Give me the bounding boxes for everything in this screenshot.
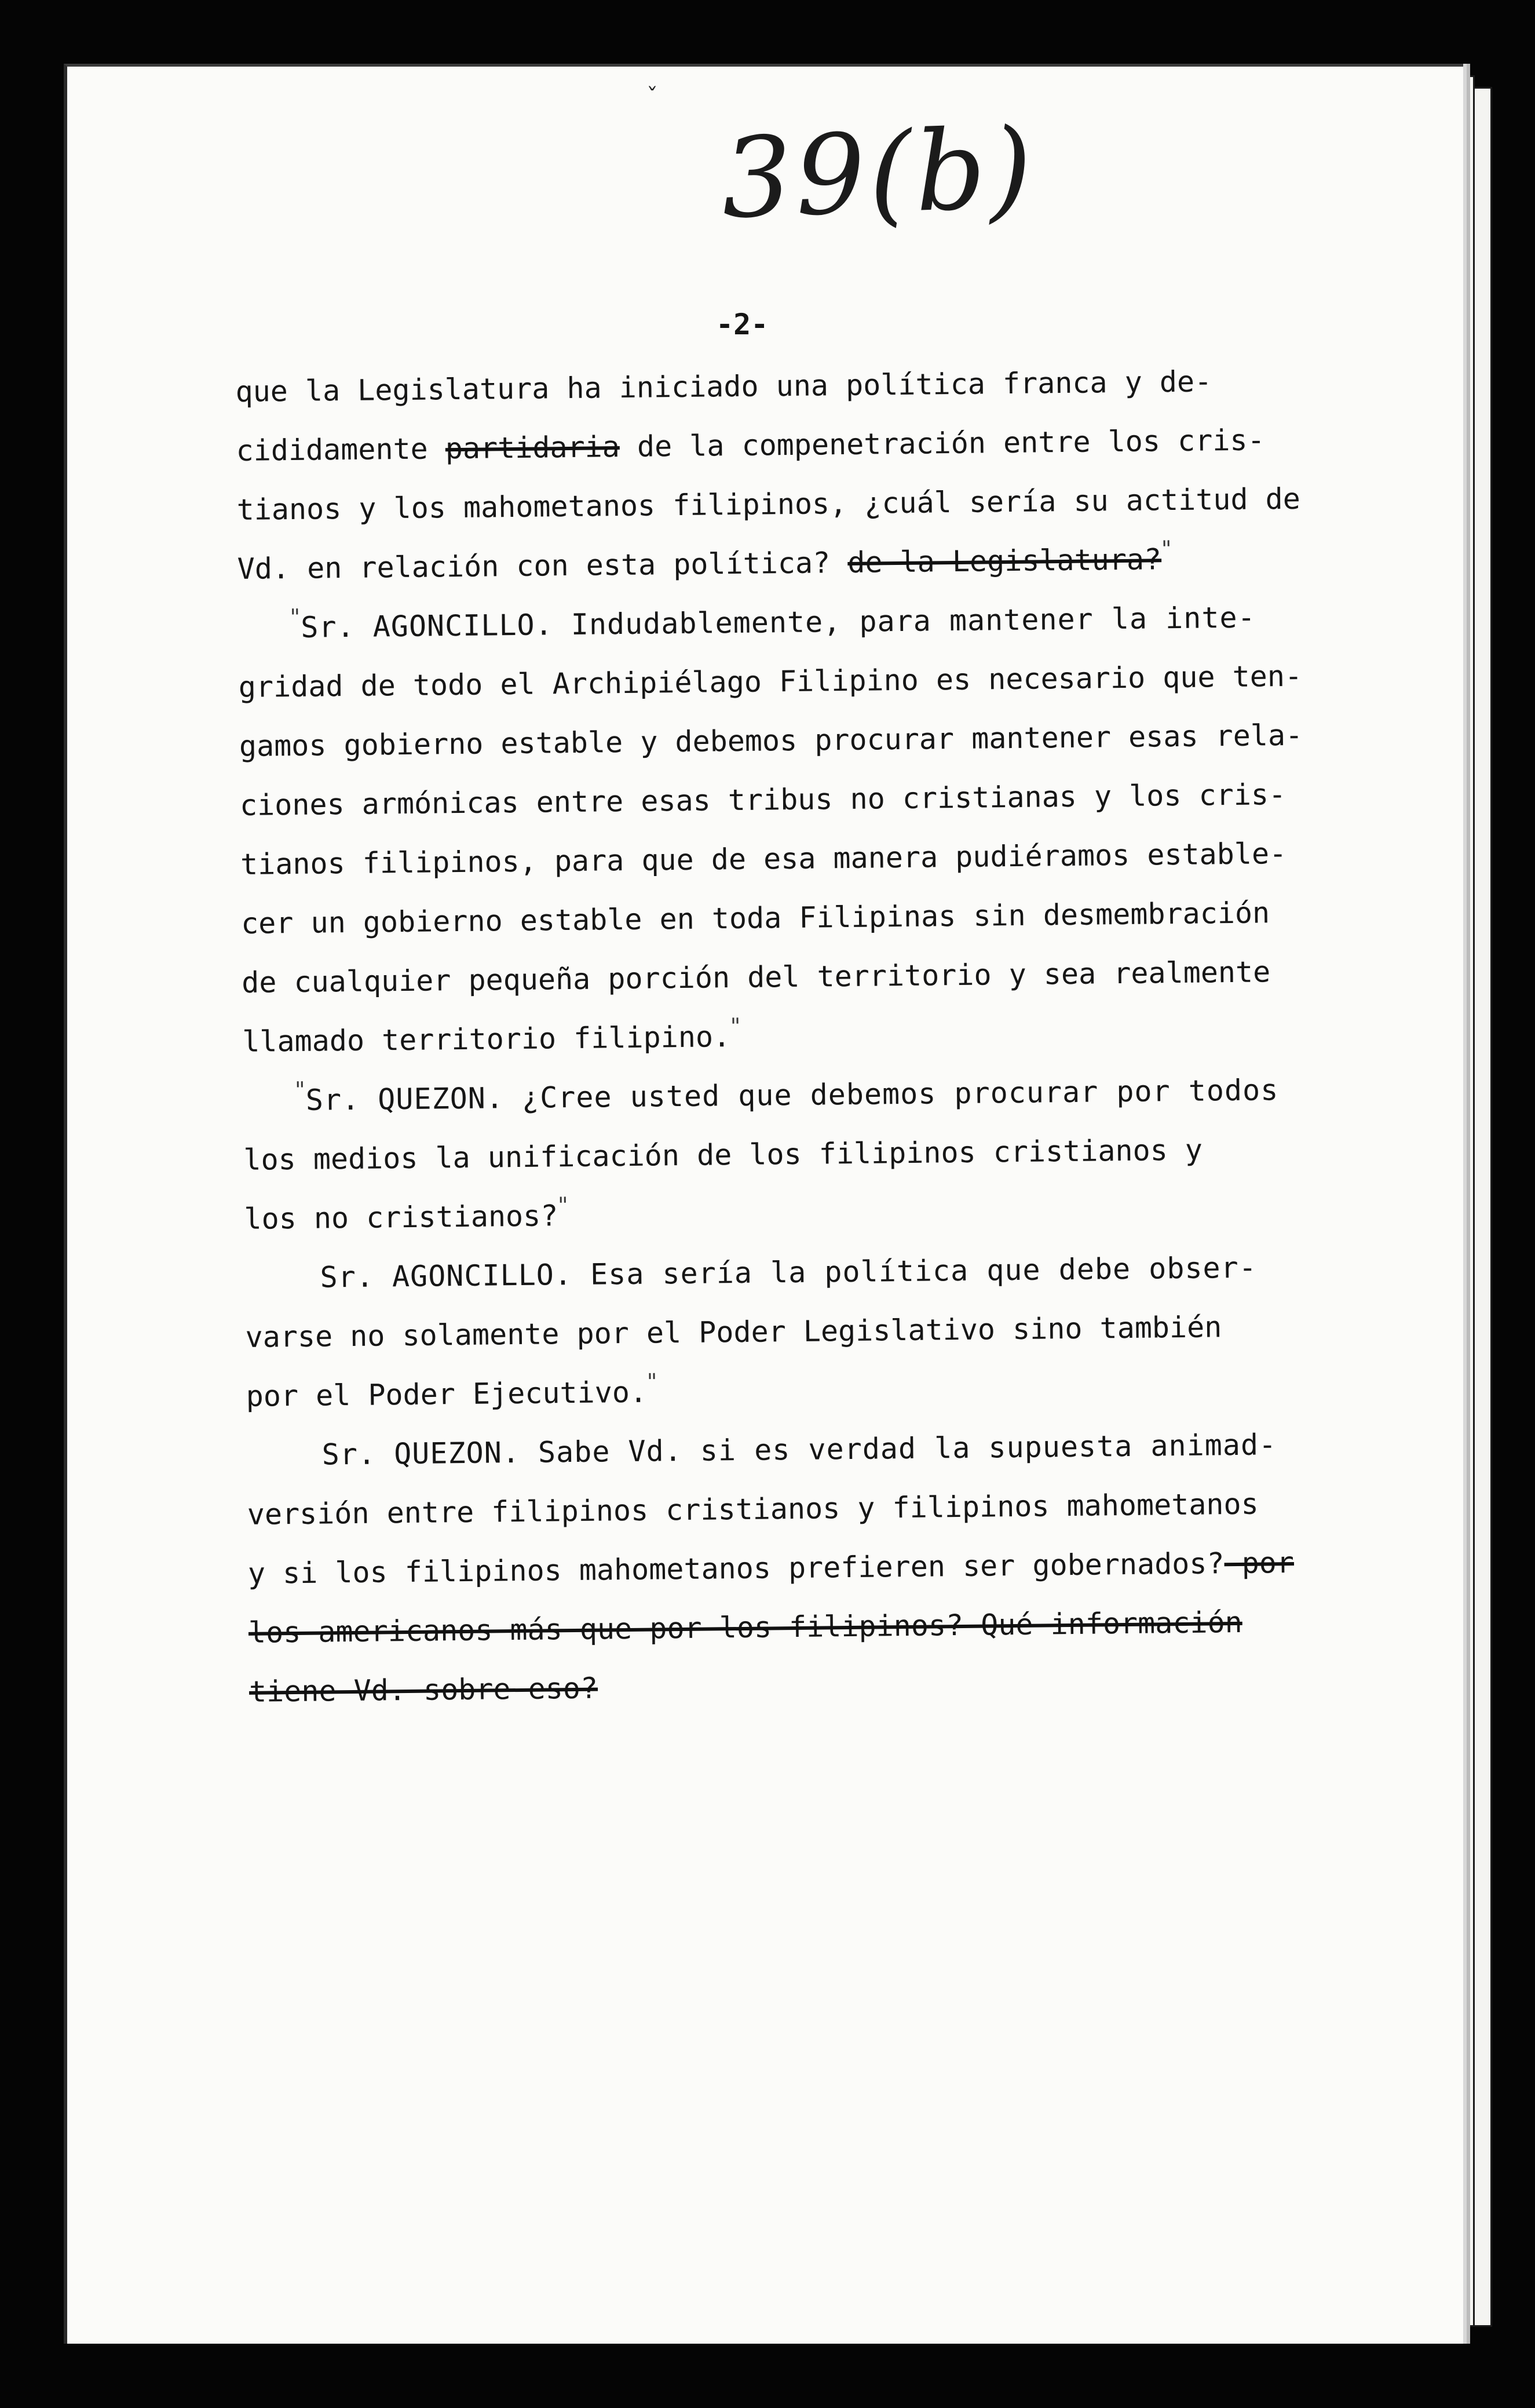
struck-text-line: los americanos más que por los filipinos? Qué información xyxy=(248,1605,1243,1650)
quote-mark: " xyxy=(290,604,301,630)
quote-mark: " xyxy=(294,1077,306,1103)
handwritten-page-id: 39(b) xyxy=(719,104,1038,243)
text-line: y si los filipinos mahometanos prefieren ser gobernados? por xyxy=(247,1545,1295,1590)
quote-mark: " xyxy=(730,1013,741,1039)
struck-text: por xyxy=(1224,1545,1295,1581)
text-line: versión entre filipinos cristianos y filipinos mahometanos xyxy=(247,1487,1259,1531)
document-page xyxy=(64,64,1463,2344)
text-line: "Sr. QUEZON. ¿Cree usted que debemos procurar por todos xyxy=(294,1073,1279,1117)
text-line: que la Legislatura ha iniciado una política franca y de- xyxy=(235,364,1212,408)
text-line: los medios la unificación de los filipinos cristianos y xyxy=(243,1133,1203,1177)
text-line: Vd. en relación con esta política? de la Legislatura?" xyxy=(237,536,1172,586)
text-line: tianos y los mahometanos filipinos, ¿cuál sería su actitud de xyxy=(236,481,1301,527)
quote-mark: " xyxy=(557,1192,568,1218)
quote-mark: " xyxy=(646,1369,657,1395)
text-line: Sr. AGONCILLO. Esa sería la política que debe obser- xyxy=(320,1250,1258,1294)
page-number: -2- xyxy=(716,308,769,341)
quote-mark: " xyxy=(1161,536,1172,562)
text-line: cer un gobierno estable en toda Filipinas sin desmembración xyxy=(240,896,1270,940)
text-line: de cualquier pequeña porción del territorio y sea realmente xyxy=(241,955,1271,999)
text-line: Sr. QUEZON. Sabe Vd. si es verdad la supuesta animad- xyxy=(321,1428,1277,1472)
text-line: varse no solamente por el Poder Legislativo sino también xyxy=(245,1310,1222,1354)
text-line: "Sr. AGONCILLO. Indudablemente, para mantener la inte- xyxy=(290,600,1256,644)
text-line: llamado territorio filipino." xyxy=(242,1013,741,1059)
struck-text-line: tiene Vd. sobre eso? xyxy=(248,1671,598,1709)
stray-mark: ˇ xyxy=(646,84,658,111)
text-line: gamos gobierno estable y debemos procurar mantener esas rela- xyxy=(239,718,1303,763)
text-line: cididamente partidaria de la compenetración entre los cris- xyxy=(236,423,1265,468)
struck-text: de la Legislatura? xyxy=(847,542,1162,579)
struck-text: partidaria xyxy=(445,430,620,466)
text-line: los no cristianos?" xyxy=(244,1192,568,1236)
text-line: gridad de todo el Archipiélago Filipino es necesario que ten- xyxy=(238,659,1303,704)
typed-body-text xyxy=(235,351,1373,1721)
text-line: por el Poder Ejecutivo." xyxy=(246,1369,657,1413)
text-line: tianos filipinos, para que de esa manera pudiéramos estable- xyxy=(240,837,1287,881)
text-line: ciones armónicas entre esas tribus no cristianas y los cris- xyxy=(239,778,1287,822)
